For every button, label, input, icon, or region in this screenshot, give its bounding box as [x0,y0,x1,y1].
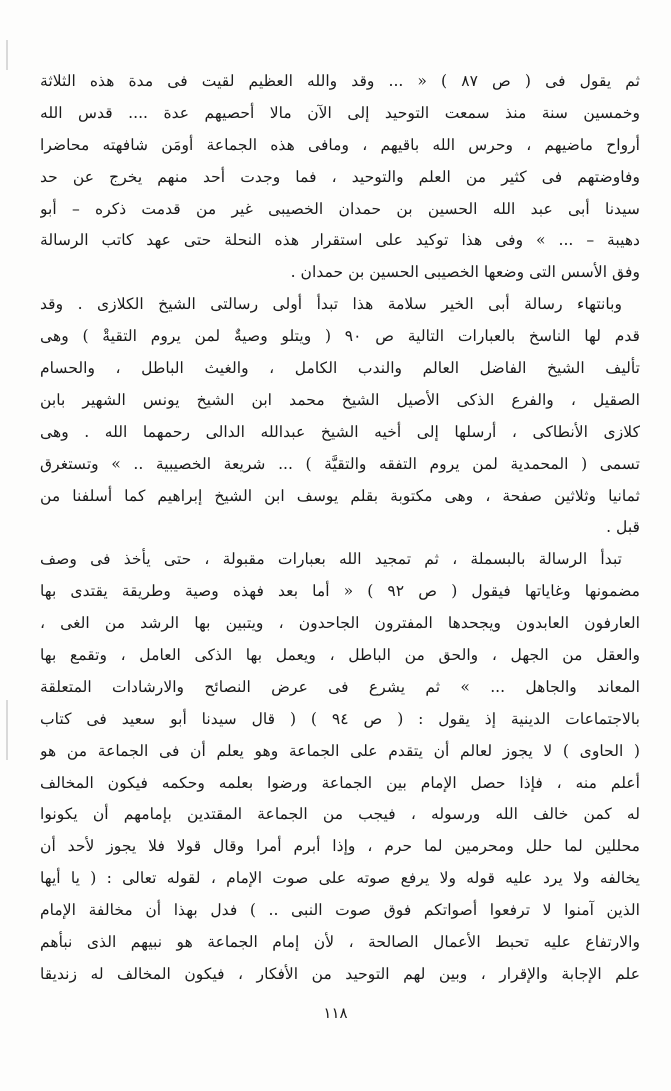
text-line: وفاوضتهم فى كثير من العلم والتوحيد ، فما وجدت أحد منهم يخرج عن حد [40,167,640,186]
text-line: وخمسين سنة منذ سمعت التوحيد إلى الآن مالا أحصيهم عدة .... قدس الله [40,103,640,122]
text-line: كلازى الأنطاكى ، أرسلها إلى أخيه الشيخ عبدالله الدالى رحمهما الله . وهى [40,422,640,441]
text-line: تبدأ الرسالة بالبسملة ، ثم تمجيد الله بعبارات مقبولة ، حتى يأخذ فى وصف [40,550,622,569]
paragraph [40,66,640,289]
text-line: بالاجتماعات الدينية إذ يقول : ( ص ٩٤ ) ( قال سيدنا أبو سعيد فى كتاب [40,709,640,728]
text-line: محللين لما حلل ومحرمين لما حرم ، وإذا أبرم أمرا وقال قولا فلا يجوز لأحد أن [40,837,640,856]
text-line: قبل . [606,518,640,537]
text-line: دهيبة – ... » وفى هذا توكيد على استقرار هذه النحلة حتى عهد كاتب الرسالة [40,231,640,250]
text-line: علم الإجابة والإقرار ، وبين لهم التوحيد من الأفكار ، فيكون المخالف له زنديقا [40,964,640,983]
text-line: ثم يقول فى ( ص ٨٧ ) « ... وقد والله العظيم لقيت فى مدة هذه الثلاثة [40,72,640,90]
text-line: أعلم منه ، فإذا حصل الإمام بين الجماعة ورضوا بعلمه وحكمه فيكون المخالف [40,773,640,792]
text-line: والعقل من الجهل ، والحق من الباطل ، ويعمل بها الذكى العامل ، وتقمع بها [40,646,640,665]
text-line: مضمونها وغاياتها فيقول ( ص ٩٢ ) « أما بعد فهذه وصية وطريقة يقتدى بها [40,582,640,601]
text-line: قدم لها الناسخ بالعبارات التالية ص ٩٠ ( ويتلو وصيةٌ لمن يروم التقيةْ ) وهى [40,327,640,346]
text-line: تأليف الشيخ الفاضل العالم والندب الكامل ، والغيث الباطل ، والحسام [40,359,640,378]
text-line: الصقيل ، والفرع الذكى الأصيل الشيخ محمد ابن الشيخ يونس الشهير بابن [40,390,640,409]
scan-edge-mark [6,40,8,70]
text-line: وبانتهاء رسالة أبى الخير سلامة هذا تبدأ أولى رسالتى الشيخ الكلازى . وقد [40,295,622,314]
text-line: تسمى ( المحمدية لمن يروم التفقه والتقيَّة ) ... شريعة الخصيبية .. » وتستغرق [40,454,640,473]
scan-edge-mark [6,700,8,760]
text-line: والارتفاع عليه تحبط الأعمال الصالحة ، لأن إمام الجماعة هو نبيهم الذى نبأهم [40,933,640,952]
text-line: ( الحاوى ) لا يجوز لعالم أن يتقدم على الجماعة وهو يعلم أن فى الجماعة من هو [40,741,640,760]
paragraph [40,544,640,990]
text-line: يخالفه ولا يرد عليه قوله ولا يرفع صوته على صوت الإمام ، لقوله تعالى : ( يا أيها [40,869,640,888]
text-line: ثمانيا وثلاثين صفحة ، وهى مكتوبة بقلم يوسف ابن الشيخ إبراهيم كما أسلفنا من [40,486,640,505]
paragraph [40,289,640,544]
body-text [40,66,640,991]
text-line: سيدنا أبى عبد الله الحسين بن حمدان الخصيبى غير من قدمت ذكره – أبو [40,199,640,218]
text-line: أرواح ماضيهم ، وحرس الله باقيهم ، ومافى هذه الجماعة أومَن شافهته محاضرا [40,135,640,154]
text-line: العارفون العابدون ويجحدها المفترون الجاحدون ، ويتبين بها الرشد من الغى ، [40,614,640,633]
text-line: المعاند والجاهل ... » ثم يشرع فى عرض النصائح والارشادات المتعلقة [40,677,640,696]
text-line: الذين آمنوا لا ترفعوا أصواتكم فوق صوت النبى .. ) فدل بهذا أن مخالفة الإمام [40,901,640,920]
page-number: ١١٨ [323,1004,348,1022]
text-line: له كمن خالف الله ورسوله ، فيجب من الجماعة المقتدين بإمامهم أن يكونوا [40,805,640,824]
text-line: وفق الأسس التى وضعها الخصيبى الحسين بن حمدان . [290,263,640,282]
